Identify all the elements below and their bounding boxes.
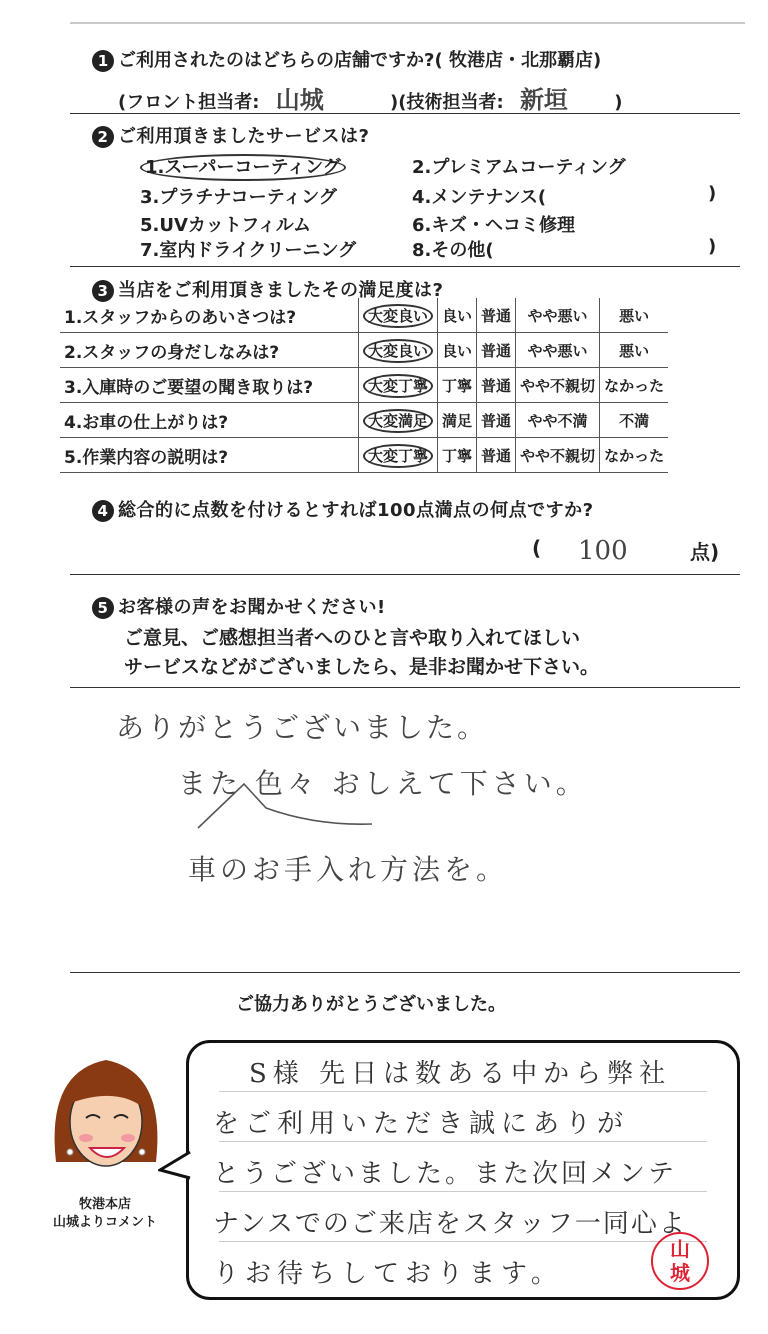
q1-staff-row <box>118 80 622 115</box>
option <box>359 403 438 438</box>
option: 普通 <box>477 368 516 403</box>
service-3: 3.プラチナコーティング <box>140 187 337 208</box>
divider <box>70 687 740 688</box>
front-staff-value: 山城 <box>275 85 324 114</box>
staff-avatar <box>46 1052 164 1178</box>
service-6: 6.キズ・ヘコミ修理 <box>412 215 576 236</box>
ruled-line <box>219 1091 707 1092</box>
selected-option: 大変良い <box>363 304 433 328</box>
handwritten-caret <box>196 776 376 836</box>
row-question: 1.スタッフからのあいさつは? <box>60 298 359 333</box>
option: やや不親切 <box>516 438 600 473</box>
score-open: ( <box>532 536 542 560</box>
option: 丁寧 <box>438 368 477 403</box>
q1-question <box>92 46 601 72</box>
q3-text: 当店をご利用頂きましたその満足度は? <box>118 280 444 301</box>
q2-text: ご利用頂きましたサービスは? <box>118 126 370 147</box>
service-5: 5.UVカットフィルム <box>140 215 312 236</box>
option: 普通 <box>477 333 516 368</box>
table-row <box>60 403 668 438</box>
staff-store: 牧港本店 <box>78 1197 131 1212</box>
q4-number: 4 <box>92 500 114 522</box>
divider <box>70 113 740 114</box>
option: 不満 <box>600 403 669 438</box>
option: やや悪い <box>516 298 600 333</box>
bubble-tail <box>158 1148 192 1184</box>
q5-line2: ご意見、ご感想担当者へのひと言や取り入れてほしい <box>124 627 581 649</box>
q4-question <box>92 496 594 522</box>
tech-staff-value: 新垣 <box>519 85 568 114</box>
option: やや不満 <box>516 403 600 438</box>
q1-option-kitanaha: 北那覇店 <box>520 50 593 71</box>
front-staff-label: (フロント担当者: <box>118 92 260 113</box>
satisfaction-table <box>60 298 668 473</box>
q1-text: ご利用されたのはどちらの店舗ですか?( <box>118 50 443 71</box>
service-7: 7.室内ドライクリーニング <box>140 240 357 261</box>
staff-caption <box>40 1196 170 1232</box>
service-4: 4.メンテナンス( <box>412 187 547 208</box>
row-question: 5.作業内容の説明は? <box>60 438 359 473</box>
tech-staff-close: ) <box>614 92 623 113</box>
comment-line-3: とうございました。また次回メンテ <box>213 1159 678 1189</box>
q1-option-sep: ・ <box>502 50 521 71</box>
staff-comment-label: 山城よりコメント <box>52 1215 157 1230</box>
handwritten-line-1: ありがとうございました。 <box>116 711 489 744</box>
q5-line3: サービスなどがございましたら、是非お聞かせ下さい。 <box>124 656 600 678</box>
divider <box>70 574 740 575</box>
thanks-text: ご協力ありがとうございました。 <box>236 994 506 1015</box>
q1-close: ) <box>592 50 602 71</box>
q4-text: 総合的に点数を付けるとすれば100点満点の何点ですか? <box>118 500 594 521</box>
ruled-line <box>219 1241 707 1242</box>
service-8: 8.その他( <box>412 240 494 261</box>
score-unit: 点) <box>690 540 720 564</box>
option: 普通 <box>477 298 516 333</box>
selected-option: 大変良い <box>363 339 433 363</box>
option: 満足 <box>438 403 477 438</box>
service-2: 2.プレミアムコーティング <box>412 157 626 178</box>
service-1-label: 1.スーパーコーティング <box>140 154 346 181</box>
q5-question <box>92 593 386 619</box>
option: なかった <box>600 438 669 473</box>
option: 悪い <box>600 333 669 368</box>
tech-staff-label: )(技術担当者: <box>390 92 504 113</box>
service-8-close: ) <box>708 236 717 257</box>
comment-line-2: をご利用いただき誠にありが <box>213 1109 630 1139</box>
selected-option: 大変丁寧 <box>363 444 433 468</box>
q2-question <box>92 122 369 148</box>
handwritten-line-2: また 色々 おしえて下さい。 <box>178 767 588 800</box>
row-question: 4.お車の仕上がりは? <box>60 403 359 438</box>
comment-line-4: ナンスでのご来店をスタッフ一同心よ <box>213 1209 687 1239</box>
staff-hanko-stamp <box>651 1232 709 1290</box>
q5-number: 5 <box>92 597 114 619</box>
table-row <box>60 298 668 333</box>
selected-option: 大変丁寧 <box>363 374 433 398</box>
table-row <box>60 438 668 473</box>
q2-number: 2 <box>92 126 114 148</box>
option <box>359 368 438 403</box>
ruled-line <box>219 1141 707 1142</box>
divider <box>70 266 740 267</box>
option: 普通 <box>477 403 516 438</box>
comment-line-1: S様 先日は数ある中から弊社 <box>249 1059 672 1089</box>
selected-option: 大変満足 <box>363 409 433 433</box>
option <box>359 333 438 368</box>
option: 良い <box>438 333 477 368</box>
option: 普通 <box>477 438 516 473</box>
service-4-close: ) <box>708 183 717 204</box>
score-value: 100 <box>578 536 628 566</box>
option: なかった <box>600 368 669 403</box>
service-1 <box>140 153 346 179</box>
table-row <box>60 333 668 368</box>
row-question: 3.入庫時のご要望の聞き取りは? <box>60 368 359 403</box>
stamp-text: 山城 <box>670 1237 690 1285</box>
option <box>359 438 438 473</box>
q5-text: お客様の声をお聞かせください! <box>118 597 386 618</box>
option: やや悪い <box>516 333 600 368</box>
handwritten-line-3: 車のお手入れ方法を。 <box>188 853 509 886</box>
option: 悪い <box>600 298 669 333</box>
q3-number: 3 <box>92 280 114 302</box>
divider <box>70 972 740 973</box>
option: やや不親切 <box>516 368 600 403</box>
ruled-line <box>219 1191 707 1192</box>
q1-option-makiminato: 牧港店 <box>448 50 503 71</box>
q1-number: 1 <box>92 50 114 72</box>
option <box>359 298 438 333</box>
row-question: 2.スタッフの身だしなみは? <box>60 333 359 368</box>
table-row <box>60 368 668 403</box>
comment-line-5: りお待ちしております。 <box>213 1259 563 1289</box>
option: 丁寧 <box>438 438 477 473</box>
option: 良い <box>438 298 477 333</box>
